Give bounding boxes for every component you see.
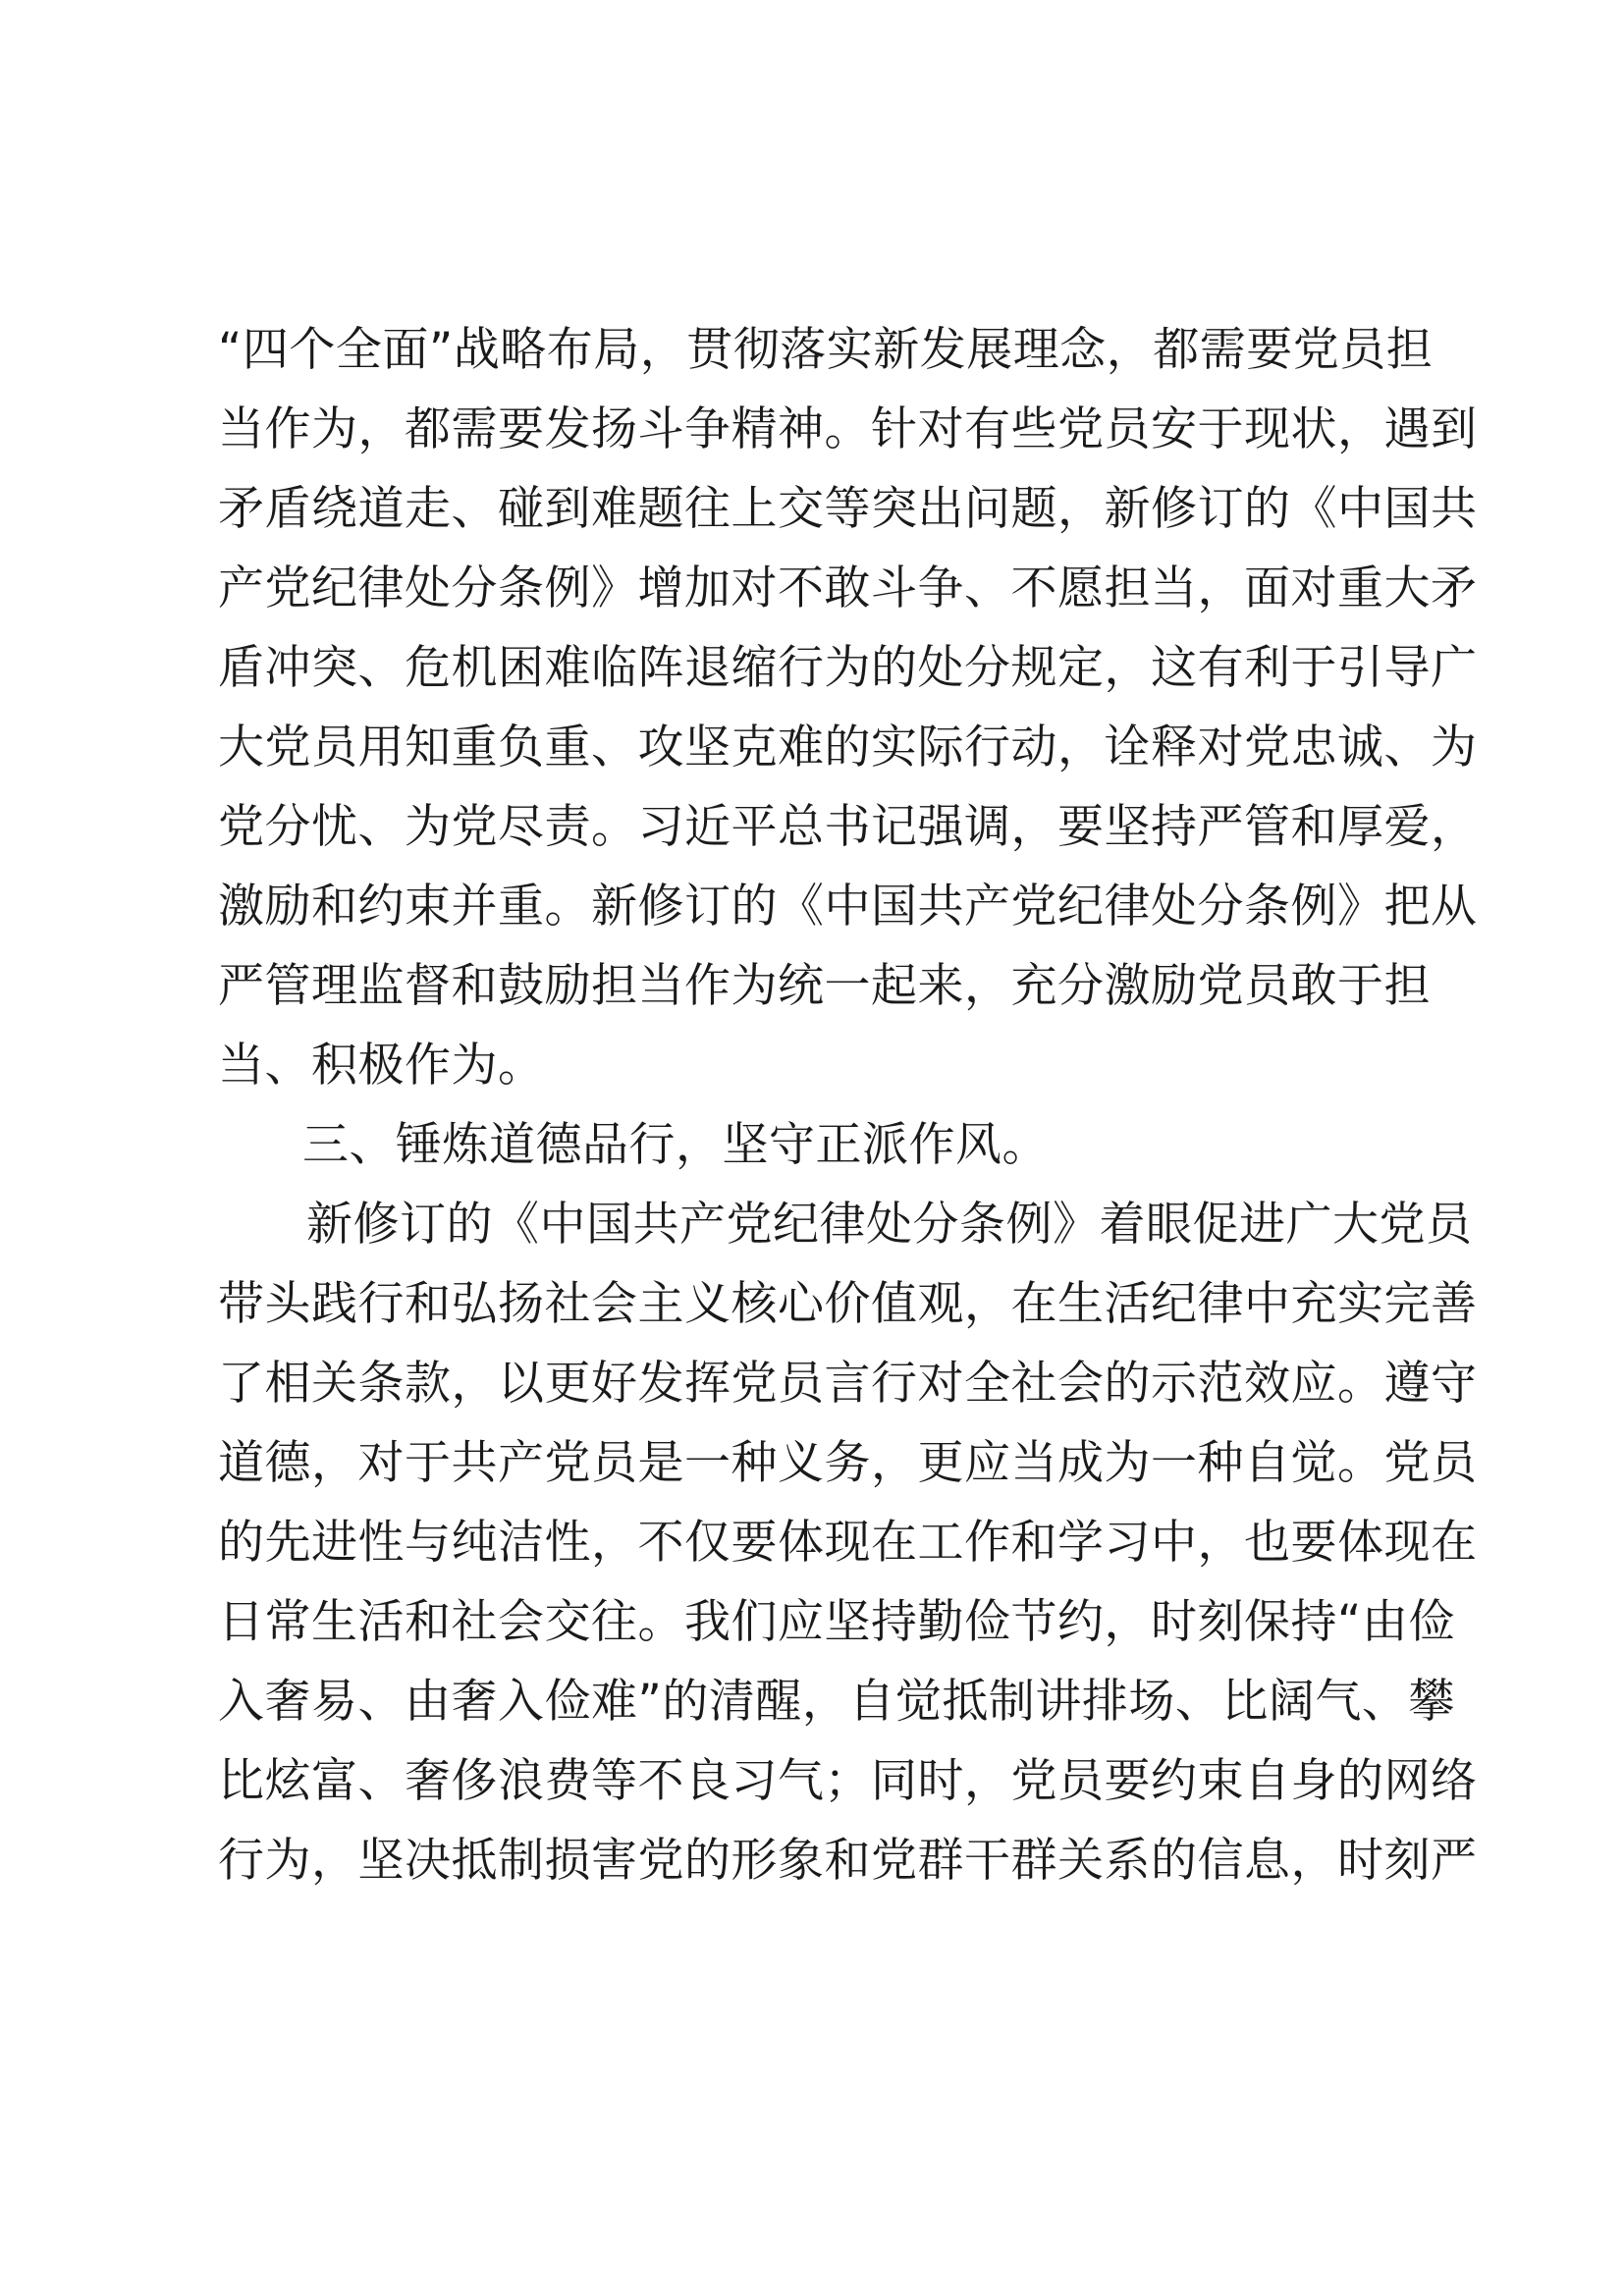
paragraph-line: 的先进性与纯洁性，不仅要体现在工作和学习中，也要体现在 [218,1516,1478,1570]
paragraph-line: 矛盾绕道走、碰到难题往上交等突出问题，新修订的《中国共 [218,482,1478,536]
paragraph-line: 严管理监督和鼓励担当作为统一起来，充分激励党员敢于担 [218,959,1431,1013]
paragraph-line: 行为，坚决抵制损害党的形象和党群干群关系的信息，时刻严 [218,1834,1478,1888]
paragraph-line: 道德，对于共产党员是一种义务，更应当成为一种自觉。党员 [218,1436,1478,1490]
section-heading: 三、锤炼道德品行，坚守正派作风。 [302,1118,1049,1172]
paragraph-line: 党分忧、为党尽责。习近平总书记强调，要坚持严管和厚爱， [218,800,1478,854]
paragraph-line: 激励和约束并重。新修订的《中国共产党纪律处分条例》把从 [218,880,1478,934]
paragraph-line: 日常生活和社会交往。我们应坚持勤俭节约，时刻保持“由俭 [218,1595,1455,1649]
body-text [218,310,1478,1900]
paragraph-line: 产党纪律处分条例》增加对不敢斗争、不愿担当，面对重大矛 [218,561,1478,615]
paragraph-line: 盾冲突、危机困难临阵退缩行为的处分规定，这有利于引导广 [218,641,1478,695]
paragraph-line: 入奢易、由奢入俭难”的清醒，自觉抵制讲排场、比阔气、攀 [218,1675,1455,1729]
paragraph-line: 带头践行和弘扬社会主义核心价值观，在生活纪律中充实完善 [218,1277,1478,1331]
paragraph-line: 比炫富、奢侈浪费等不良习气；同时，党员要约束自身的网络 [218,1754,1478,1808]
paragraph-line: 当作为，都需要发扬斗争精神。针对有些党员安于现状，遇到 [218,402,1478,456]
paragraph-line: “四个全面”战略布局，贯彻落实新发展理念，都需要党员担 [218,323,1434,377]
paragraph-line: 当、积极作为。 [218,1039,545,1093]
paragraph-line: 新修订的《中国共产党纪律处分条例》着眼促进广大党员 [306,1198,1473,1252]
paragraph-line: 大党员用知重负重、攻坚克难的实际行动，诠释对党忠诚、为 [218,721,1478,774]
paragraph-line: 了相关条款，以更好发挥党员言行对全社会的示范效应。遵守 [218,1357,1478,1411]
